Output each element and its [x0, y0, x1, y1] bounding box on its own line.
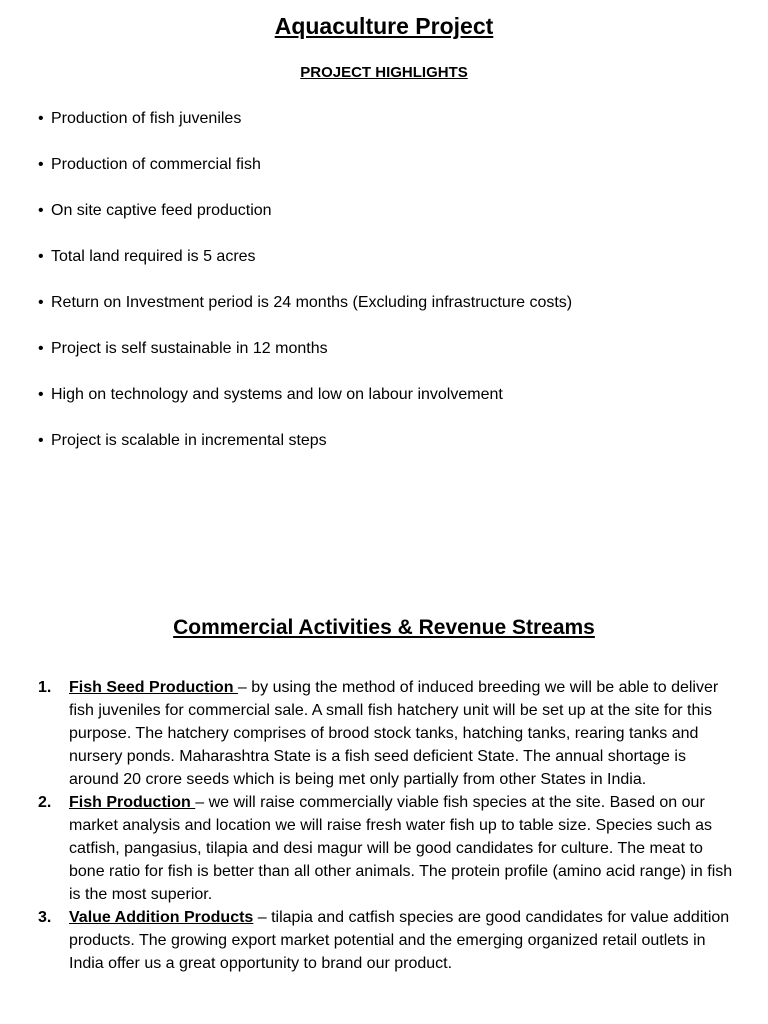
- project-highlights-heading: PROJECT HIGHLIGHTS: [300, 64, 468, 81]
- bullet-icon: •: [38, 432, 44, 449]
- bullet-icon: •: [38, 156, 44, 173]
- highlight-item: [38, 246, 572, 292]
- activity-number: 3.: [38, 909, 52, 926]
- bullet-icon: •: [38, 110, 44, 127]
- bullet-icon: •: [38, 202, 44, 219]
- highlight-text: Project is self sustainable in 12 months: [51, 340, 328, 357]
- highlight-text: Project is scalable in incremental steps: [51, 432, 327, 449]
- highlight-item: [38, 200, 572, 246]
- activity-description: – we will raise commercially viable fish species at the site. Based on our market analysis and location we will raise fresh water fish up to table size. Species such as catfish, pangasius, tilapia and desi magur will be good candidates for culture. The meat to bone ratio for fish is better than all other animals. The protein profile (amino acid range) in fish is the most superior.: [69, 794, 733, 903]
- highlight-item: [38, 384, 572, 430]
- activity-item: [38, 791, 738, 906]
- activity-item: [38, 906, 738, 975]
- highlight-text: Production of commercial fish: [51, 156, 261, 173]
- highlight-text: Total land required is 5 acres: [51, 248, 256, 265]
- activity-number: 1.: [38, 679, 52, 696]
- bullet-icon: •: [38, 248, 44, 265]
- bullet-icon: •: [38, 340, 44, 357]
- highlight-item: [38, 292, 572, 338]
- highlight-text: High on technology and systems and low on labour involvement: [51, 386, 503, 403]
- highlight-item: [38, 154, 572, 200]
- activity-item: [38, 676, 738, 791]
- highlight-item: [38, 338, 572, 384]
- activity-number: 2.: [38, 794, 52, 811]
- section-title: Commercial Activities & Revenue Streams: [173, 616, 595, 639]
- activity-term: Fish Production: [69, 794, 196, 811]
- highlight-item: [38, 108, 572, 154]
- highlight-text: On site captive feed production: [51, 202, 272, 219]
- activity-term: Fish Seed Production: [69, 679, 238, 696]
- bullet-icon: •: [38, 386, 44, 403]
- highlight-item: [38, 430, 572, 476]
- bullet-icon: •: [38, 294, 44, 311]
- activity-description: – by using the method of induced breeding we will be able to deliver fish juveniles for commercial sale. A small fish hatchery unit will be set up at the site for this purpose. The hatchery comprises of brood stock tanks, hatching tanks, rearing tanks and nursery ponds. Maharashtra State is a fish seed deficient State. The annual shortage is around 20 crore seeds which is being met only partially from other States in India.: [69, 679, 719, 788]
- activities-list: [38, 676, 738, 975]
- document-title: Aquaculture Project: [274, 13, 494, 39]
- activity-term: Value Addition Products: [69, 909, 254, 926]
- highlight-text: Return on Investment period is 24 months (Excluding infrastructure costs): [51, 294, 573, 311]
- highlight-text: Production of fish juveniles: [51, 110, 242, 127]
- highlights-list: [38, 108, 572, 476]
- activity-description: – tilapia and catfish species are good candidates for value addition products. The growing export market potential and the emerging organized retail outlets in India offer us a great opportunity to brand our product.: [69, 909, 730, 972]
